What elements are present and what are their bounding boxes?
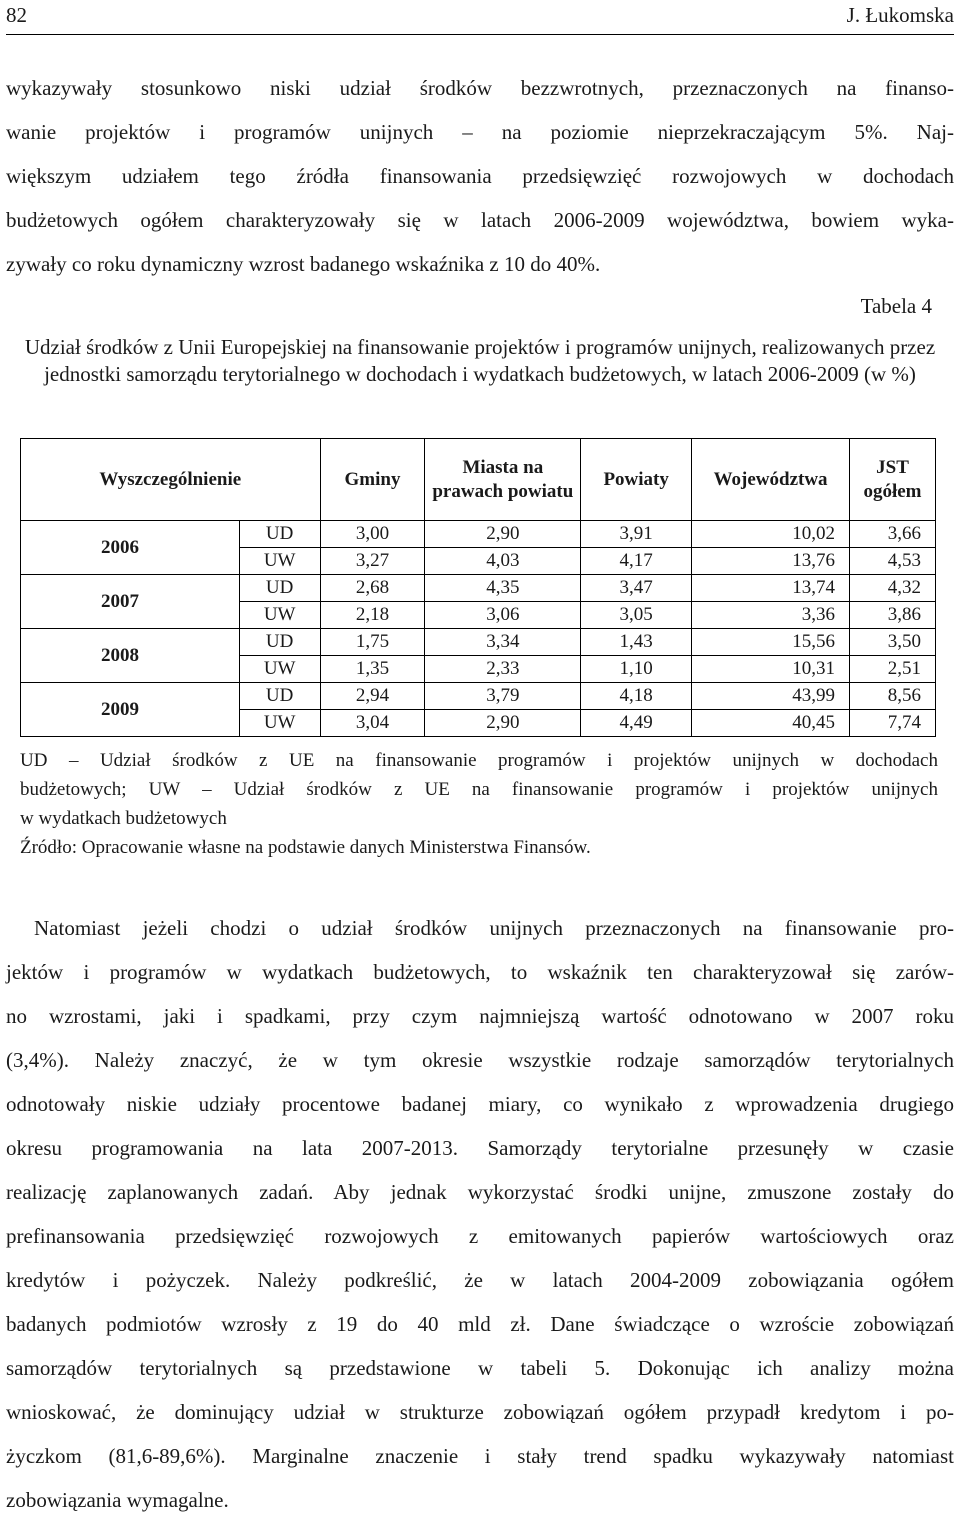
indicator-cell: UW bbox=[239, 602, 320, 629]
indicator-cell: UW bbox=[239, 710, 320, 737]
paragraph-2-line: (3,4%). Należy znaczyć, że w tym okresie wszystkie rodzaje samorządów terytorialnych bbox=[6, 1048, 954, 1072]
paragraph-1-line: zywały co roku dynamiczny wzrost badanego wskaźnika z 10 do 40%. bbox=[6, 252, 601, 276]
table-notes bbox=[20, 746, 938, 862]
table-row bbox=[21, 629, 936, 656]
page-number: 82 bbox=[6, 3, 27, 27]
year-cell: 2007 bbox=[21, 575, 240, 629]
paragraph-2 bbox=[6, 906, 954, 1522]
value-cell: 4,53 bbox=[850, 548, 936, 575]
value-cell: 4,18 bbox=[581, 683, 692, 710]
value-cell: 1,75 bbox=[320, 629, 425, 656]
value-cell: 8,56 bbox=[850, 683, 936, 710]
value-cell: 43,99 bbox=[692, 683, 850, 710]
paragraph-2-line: zobowiązania wymagalne. bbox=[6, 1488, 229, 1512]
value-cell: 2,90 bbox=[425, 521, 581, 548]
value-cell: 3,06 bbox=[425, 602, 581, 629]
value-cell: 4,49 bbox=[581, 710, 692, 737]
value-cell: 3,36 bbox=[692, 602, 850, 629]
paragraph-2-line: wnioskować, że dominujący udział w strukturze zobowiązań ogółem przypadł kredytom i po- bbox=[6, 1400, 954, 1424]
paragraph-2-line: samorządów terytorialnych są przedstawione w tabeli 5. Dokonując ich analizy można bbox=[6, 1356, 954, 1380]
note-line: w wydatkach budżetowych bbox=[20, 808, 227, 829]
paragraph-1 bbox=[6, 66, 954, 286]
header-wojewodztwa: Województwa bbox=[692, 439, 850, 521]
indicator-cell: UD bbox=[239, 629, 320, 656]
value-cell: 3,86 bbox=[850, 602, 936, 629]
running-header-author: J. Łukomska bbox=[846, 3, 954, 27]
year-cell: 2006 bbox=[21, 521, 240, 575]
value-cell: 2,33 bbox=[425, 656, 581, 683]
header-powiaty: Powiaty bbox=[581, 439, 692, 521]
paragraph-2-line: odnotowały niskie udziały procentowe badanej miary, co wynikało z wprowadzenia drugiego bbox=[6, 1092, 954, 1116]
value-cell: 1,35 bbox=[320, 656, 425, 683]
paragraph-1-line: wykazywały stosunkowo niski udział środków bezzwrotnych, przeznaczonych na finanso- bbox=[6, 76, 954, 100]
header-jst-ogolem: JST ogółem bbox=[850, 439, 936, 521]
indicator-cell: UW bbox=[239, 656, 320, 683]
value-cell: 2,90 bbox=[425, 710, 581, 737]
value-cell: 1,43 bbox=[581, 629, 692, 656]
value-cell: 2,18 bbox=[320, 602, 425, 629]
value-cell: 3,27 bbox=[320, 548, 425, 575]
paragraph-2-line: prefinansowania przedsięwzięć rozwojowych z emitowanych papierów wartościowych oraz bbox=[6, 1224, 954, 1248]
paragraph-1-line: większym udziałem tego źródła finansowania przedsięwzięć rozwojowych w dochodach bbox=[6, 164, 954, 188]
value-cell: 4,17 bbox=[581, 548, 692, 575]
value-cell: 3,47 bbox=[581, 575, 692, 602]
value-cell: 3,05 bbox=[581, 602, 692, 629]
indicator-cell: UD bbox=[239, 521, 320, 548]
paragraph-2-line: realizację zaplanowanych zadań. Aby jednak wykorzystać środki unijne, zmuszone zostały do bbox=[6, 1180, 954, 1204]
table-row bbox=[21, 575, 936, 602]
indicator-cell: UD bbox=[239, 683, 320, 710]
value-cell: 3,00 bbox=[320, 521, 425, 548]
indicator-cell: UW bbox=[239, 548, 320, 575]
value-cell: 4,03 bbox=[425, 548, 581, 575]
paragraph-2-line: okresu programowania na lata 2007-2013. Samorządy terytorialne przesunęły w czasie bbox=[6, 1136, 954, 1160]
running-header bbox=[6, 0, 954, 35]
note-line: budżetowych; UW – Udział środków z UE na finansowanie programów i projektów unijnych bbox=[20, 779, 938, 800]
table-caption: Udział środków z Unii Europejskiej na finansowanie projektów i programów unijnych, realizowanych przez jednostki samorządu terytorialnego w dochodach i wydatkach budżetowych, w latach 2006-2009 (w %) bbox=[24, 335, 936, 386]
value-cell: 10,02 bbox=[692, 521, 850, 548]
year-cell: 2009 bbox=[21, 683, 240, 737]
paragraph-1-line: wanie projektów i programów unijnych – na poziomie nieprzekraczającym 5%. Naj- bbox=[6, 120, 954, 144]
value-cell: 4,32 bbox=[850, 575, 936, 602]
value-cell: 40,45 bbox=[692, 710, 850, 737]
value-cell: 13,74 bbox=[692, 575, 850, 602]
paragraph-1-line: budżetowych ogółem charakteryzowały się w latach 2006-2009 województwa, bowiem wyka- bbox=[6, 208, 954, 232]
source-note: Źródło: Opracowanie własne na podstawie danych Ministerstwa Finansów. bbox=[20, 837, 591, 858]
note-line: UD – Udział środków z UE na finansowanie programów i projektów unijnych w dochodach bbox=[20, 750, 938, 771]
value-cell: 2,94 bbox=[320, 683, 425, 710]
paragraph-2-line: badanych podmiotów wzrosły z 19 do 40 mld zł. Dane świadczące o wzroście zobowiązań bbox=[6, 1312, 954, 1336]
value-cell: 1,10 bbox=[581, 656, 692, 683]
paragraph-2-line: Natomiast jeżeli chodzi o udział środków unijnych przeznaczonych na finansowanie pro- bbox=[34, 916, 954, 940]
value-cell: 3,50 bbox=[850, 629, 936, 656]
value-cell: 3,79 bbox=[425, 683, 581, 710]
paragraph-2-line: życzkom (81,6-89,6%). Marginalne znaczenie i stały trend spadku wykazywały natomiast bbox=[6, 1444, 954, 1468]
value-cell: 3,66 bbox=[850, 521, 936, 548]
value-cell: 3,34 bbox=[425, 629, 581, 656]
paragraph-2-line: no wzrostami, jaki i spadkami, przy czym najmniejszą wartość odnotowano w 2007 roku bbox=[6, 1004, 954, 1028]
value-cell: 3,91 bbox=[581, 521, 692, 548]
table-row bbox=[21, 521, 936, 548]
table-label: Tabela 4 bbox=[860, 294, 932, 318]
value-cell: 3,04 bbox=[320, 710, 425, 737]
year-cell: 2008 bbox=[21, 629, 240, 683]
value-cell: 15,56 bbox=[692, 629, 850, 656]
table-header-row bbox=[21, 439, 936, 521]
value-cell: 10,31 bbox=[692, 656, 850, 683]
data-table bbox=[20, 438, 936, 737]
paragraph-2-line: kredytów i pożyczek. Należy podkreślić, że w latach 2004-2009 zobowiązania ogółem bbox=[6, 1268, 954, 1292]
value-cell: 4,35 bbox=[425, 575, 581, 602]
header-gminy: Gminy bbox=[320, 439, 425, 521]
paragraph-2-line: jektów i programów w wydatkach budżetowych, to wskaźnik ten charakteryzował się zarów- bbox=[6, 960, 954, 984]
indicator-cell: UD bbox=[239, 575, 320, 602]
header-miasta: Miasta na prawach powiatu bbox=[425, 439, 581, 521]
value-cell: 7,74 bbox=[850, 710, 936, 737]
value-cell: 2,68 bbox=[320, 575, 425, 602]
value-cell: 13,76 bbox=[692, 548, 850, 575]
header-wyszczegolnienie: Wyszczególnienie bbox=[21, 439, 321, 521]
table-row bbox=[21, 683, 936, 710]
value-cell: 2,51 bbox=[850, 656, 936, 683]
